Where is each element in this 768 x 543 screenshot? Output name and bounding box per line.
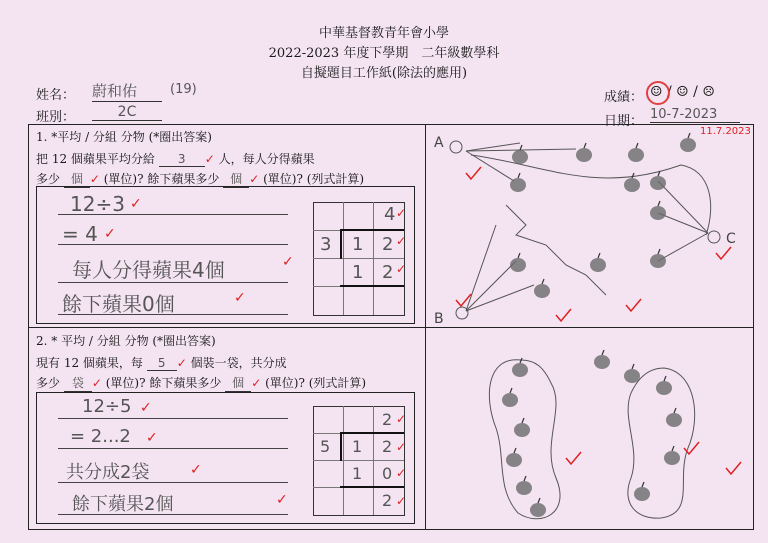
apple-icon bbox=[666, 408, 682, 427]
q2-line1: 現有 12 個蘋果，每 5 ✓ 個裝一袋，共分成 bbox=[36, 356, 287, 370]
apple-icon bbox=[650, 249, 666, 268]
drawing-label: C bbox=[726, 231, 736, 247]
teacher-date: 11.7.2023 bbox=[700, 126, 751, 137]
apple-icon bbox=[530, 498, 546, 517]
apple-icon bbox=[512, 145, 528, 164]
apple-icon bbox=[634, 482, 650, 501]
q1-apple-drawing bbox=[426, 125, 752, 327]
student-number: (19) bbox=[170, 82, 197, 97]
drawing-label: B bbox=[434, 311, 444, 327]
apple-icon bbox=[680, 133, 696, 152]
q1-work-line: 每人分得蘋果4個 bbox=[72, 258, 225, 282]
q1-work-line: 12÷3 bbox=[70, 192, 125, 216]
date-label: 日期： bbox=[604, 114, 644, 129]
q1-quotient: 4 bbox=[384, 204, 396, 225]
sheet-title: 自擬題目工作紙(除法的應用) bbox=[300, 66, 468, 81]
date-value: 10-7-2023 bbox=[650, 107, 740, 123]
q2-heading: 2. * 平均 / 分組 分物 (*圈出答案) bbox=[36, 334, 216, 348]
q1-work-line: = 4 bbox=[62, 222, 98, 246]
term-title: 2022-2023 年度下學期 二年級數學科 bbox=[268, 46, 500, 61]
apple-icon bbox=[510, 173, 526, 192]
apple-icon bbox=[534, 279, 550, 298]
apple-icon bbox=[650, 171, 666, 190]
apple-icon bbox=[656, 376, 672, 395]
q2-work-line: 共分成2袋 bbox=[66, 462, 150, 483]
q2-blank-per-bag: 5 bbox=[147, 356, 177, 371]
class-label: 班別： bbox=[36, 110, 76, 125]
q1-blank-people: 3 bbox=[159, 152, 205, 167]
apple-icon bbox=[624, 364, 640, 383]
apple-icon bbox=[590, 253, 606, 272]
apple-icon bbox=[510, 253, 526, 272]
name-value: 蔚和佑 bbox=[92, 80, 162, 102]
q2-work-line: 12÷5 bbox=[82, 396, 132, 417]
apple-icon bbox=[650, 201, 666, 220]
apple-icon bbox=[594, 350, 610, 369]
q2-quotient: 2 bbox=[382, 410, 393, 429]
grade-circle bbox=[646, 81, 670, 105]
q2-apple-drawing bbox=[426, 328, 752, 528]
q2-work-line: = 2...2 bbox=[70, 426, 131, 447]
apple-icon bbox=[506, 448, 522, 467]
q1-line1: 把 12 個蘋果平均分給 3 ✓ 人，每人分得蘋果 bbox=[36, 152, 315, 166]
school-name: 中華基督教青年會小學 bbox=[318, 26, 449, 41]
apple-icon bbox=[576, 143, 592, 162]
q1-divisor: 3 bbox=[320, 234, 332, 255]
q1-heading: 1. *平均 / 分組 分物 (*圈出答案) bbox=[36, 130, 212, 144]
name-label: 姓名： bbox=[36, 88, 76, 103]
q1-line2: 多少 個 ✓ (單位)? 餘下蘋果多少 個 ✓ (單位)? (列式計算) bbox=[36, 172, 365, 186]
class-value: 2C bbox=[92, 104, 162, 121]
apple-icon bbox=[512, 358, 528, 377]
q2-remainder: 2 bbox=[382, 491, 393, 510]
q2-line2: 多少 袋 ✓ (單位)? 餘下蘋果多少 個 ✓ (單位)? (列式計算) bbox=[36, 376, 367, 390]
q2-divisor: 5 bbox=[320, 437, 331, 456]
apple-icon bbox=[514, 418, 530, 437]
grade-label: 成績： bbox=[604, 90, 644, 105]
grade-faces: ☺ / ☺ / ☹ bbox=[650, 84, 715, 100]
apple-icon bbox=[628, 143, 644, 162]
apple-icon bbox=[664, 446, 680, 465]
q1-work-line: 餘下蘋果0個 bbox=[62, 292, 175, 316]
drawing-label: A bbox=[434, 135, 444, 151]
apple-icon bbox=[502, 388, 518, 407]
apple-icon bbox=[516, 476, 532, 495]
q2-work-line: 餘下蘋果2個 bbox=[72, 494, 174, 515]
